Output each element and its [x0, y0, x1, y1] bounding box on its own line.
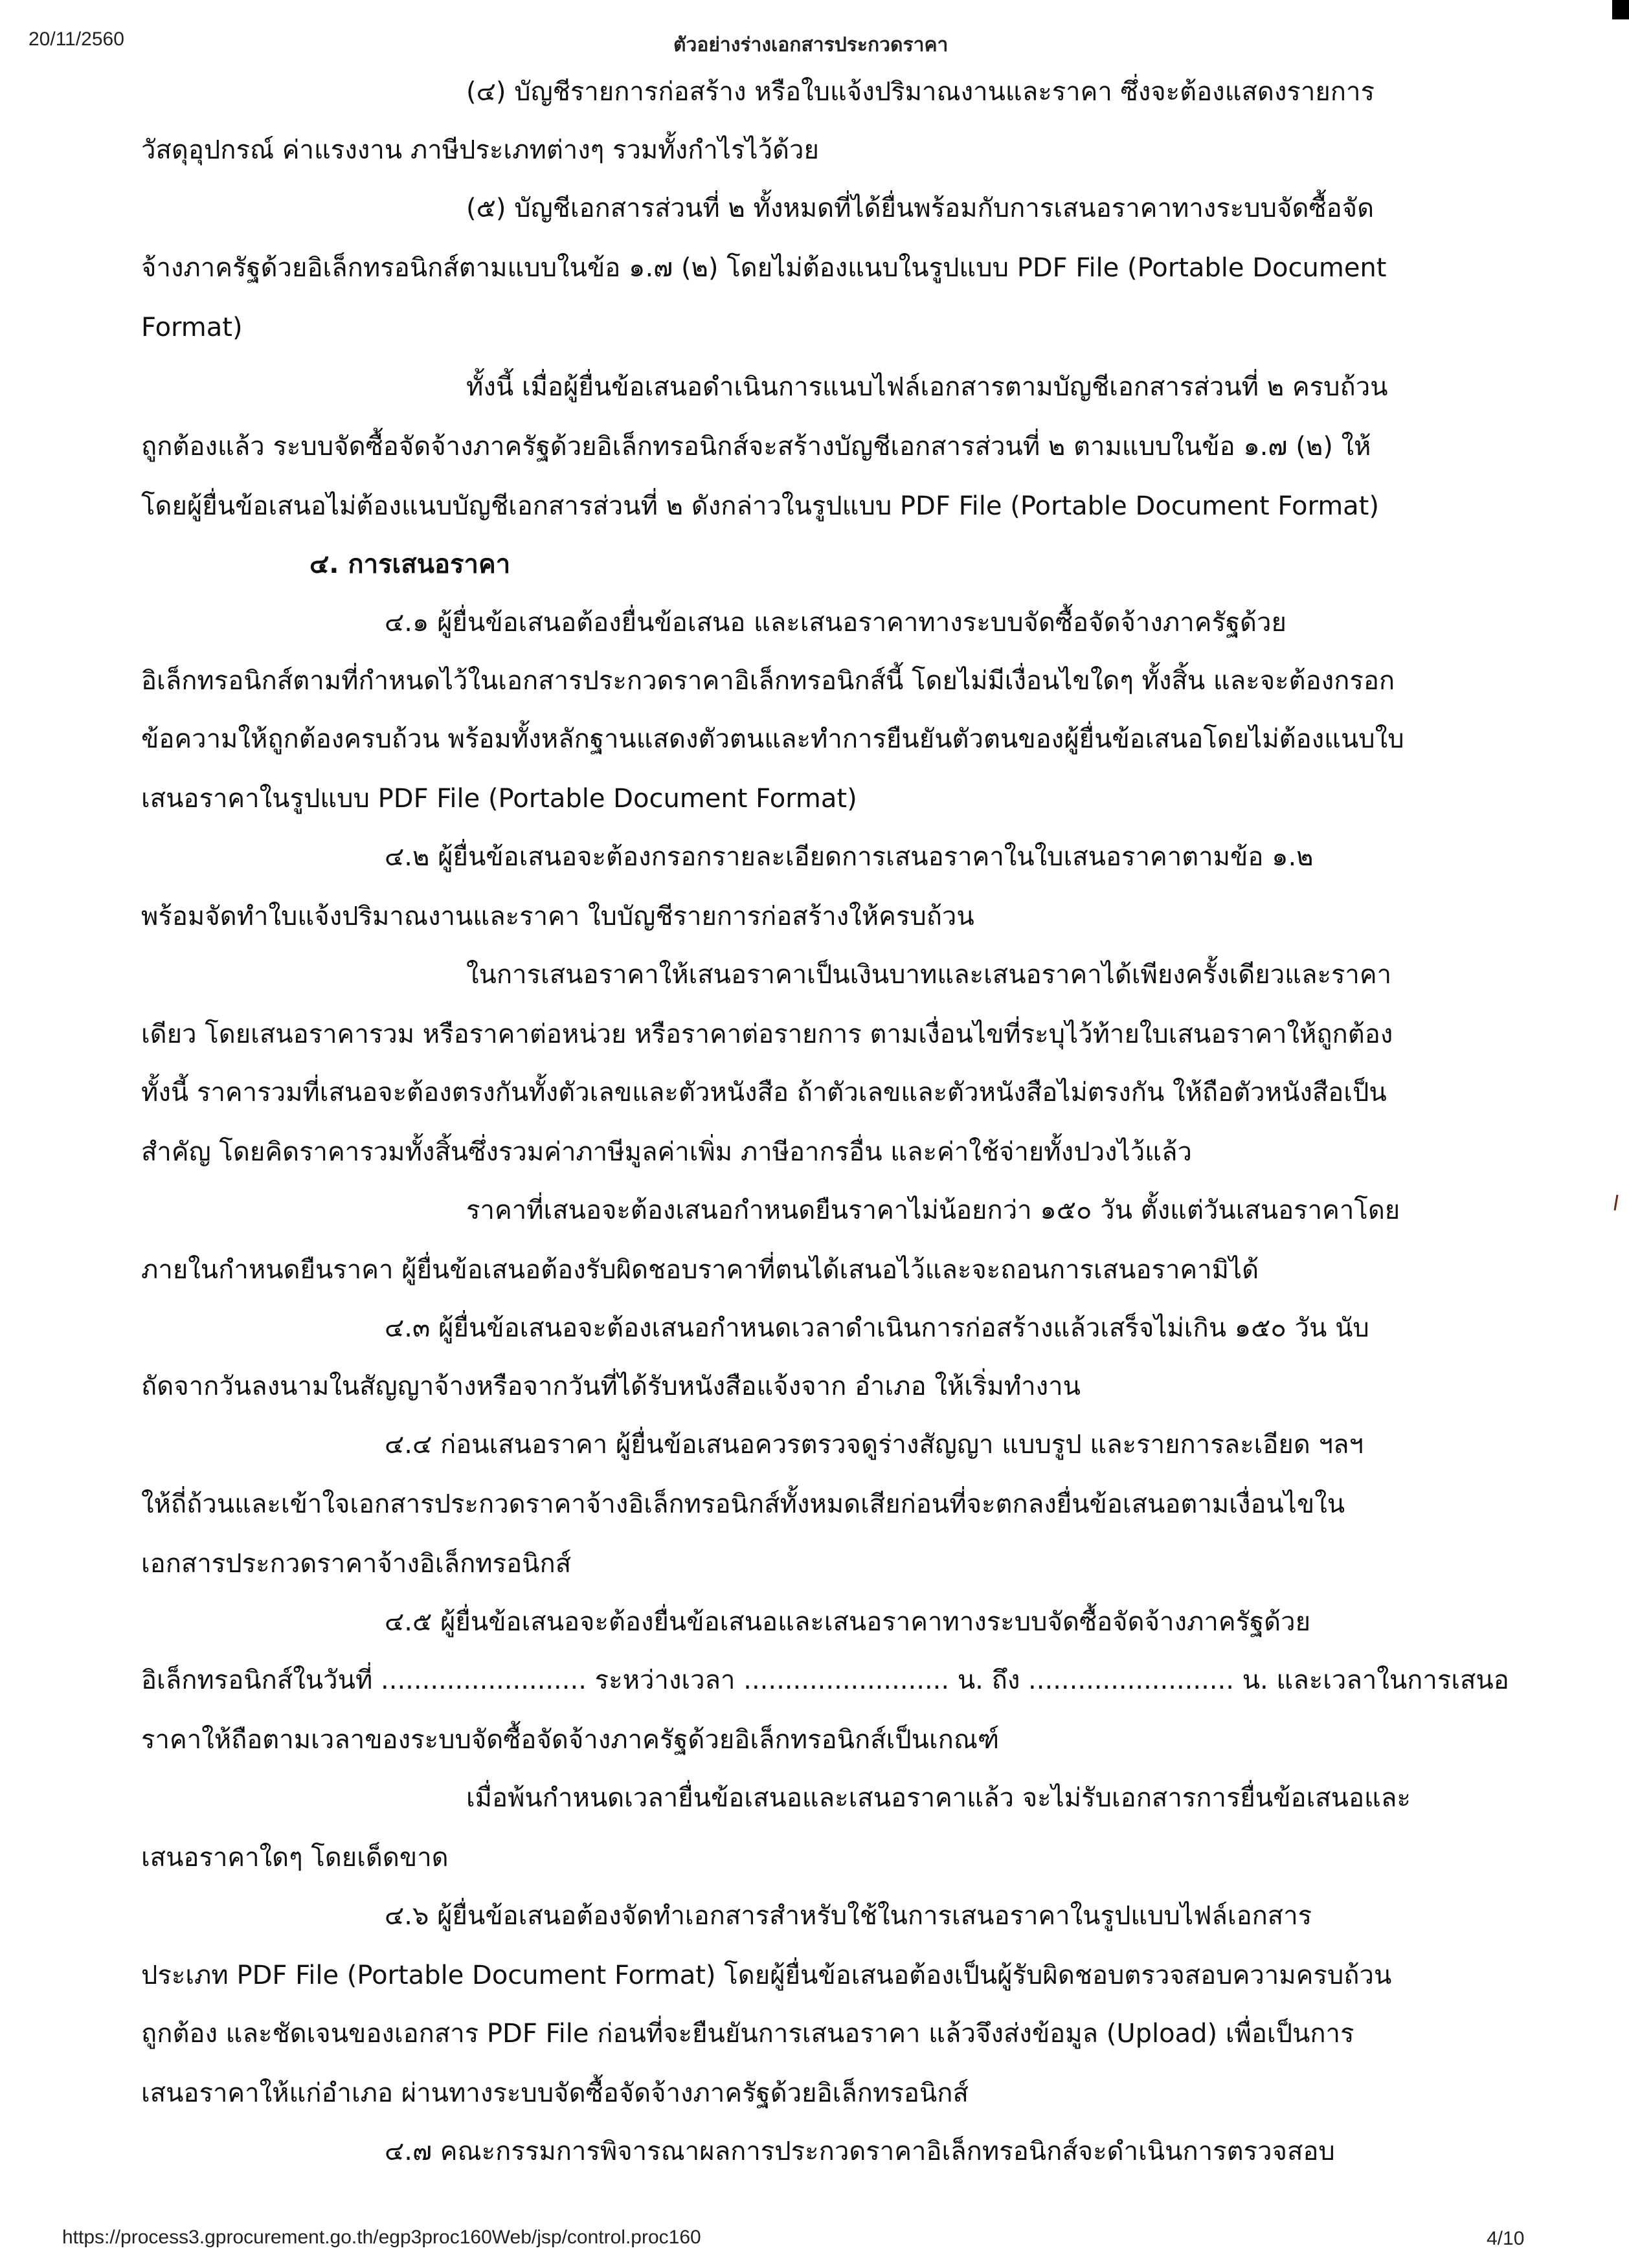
line-05: Format) [141, 313, 243, 342]
footer-url: https://process3.gprocurement.go.th/egp3proc160Web/jsp/control.proc160 [62, 2227, 701, 2248]
line-32: ๔.๖ ผู้ยื่นข้อเสนอต้องจัดทำเอกสารสำหรับใช้ในการเสนอราคาในรูปแบบไฟล์เอกสาร [385, 1901, 1312, 1931]
line-20: ราคาที่เสนอจะต้องเสนอกำหนดยืนราคาไม่น้อยกว่า ๑๕๐ วัน ตั้งแต่วันเสนอราคาโดย [466, 1195, 1400, 1225]
line-26: เอกสารประกวดราคาจ้างอิเล็กทรอนิกส์ [141, 1549, 572, 1579]
line-13: เสนอราคาในรูปแบบ PDF File (Portable Document Format) [141, 784, 857, 814]
line-35: เสนอราคาให้แก่อำเภอ ผ่านทางระบบจัดซื้อจัดจ้างภาครัฐด้วยอิเล็กทรอนิกส์ [141, 2078, 969, 2108]
line-30: เมื่อพ้นกำหนดเวลายื่นข้อเสนอและเสนอราคาแล้ว จะไม่รับเอกสารการยื่นข้อเสนอและ [466, 1783, 1411, 1813]
line-04: จ้างภาครัฐด้วยอิเล็กทรอนิกส์ตามแบบในข้อ ๑.๗ (๒) โดยไม่ต้องแนบในรูปแบบ PDF File (Portable Document [141, 253, 1387, 283]
line-28: อิเล็กทรอนิกส์ในวันที่ ......................... ระหว่างเวลา ......................... น. ถึง ......................... น. และเวลาในการเสนอ [141, 1665, 1509, 1695]
line-08: โดยผู้ยื่นข้อเสนอไม่ต้องแนบบัญชีเอกสารส่วนที่ ๒ ดังกล่าวในรูปแบบ PDF File (Portable Document Format) [141, 491, 1379, 521]
line-18: ทั้งนี้ ราคารวมที่เสนอจะต้องตรงกันทั้งตัวเลขและตัวหนังสือ ถ้าตัวเลขและตัวหนังสือไม่ตรงกัน ให้ถือตัวหนังสือเป็น [141, 1078, 1387, 1107]
line-25: ให้ถี่ถ้วนและเข้าใจเอกสารประกวดราคาจ้างอิเล็กทรอนิกส์ทั้งหมดเสียก่อนที่จะตกลงยื่นข้อเสนอตามเงื่อนไขใน [141, 1489, 1345, 1519]
line-21: ภายในกำหนดยืนราคา ผู้ยื่นข้อเสนอต้องรับผิดชอบราคาที่ตนได้เสนอไว้และจะถอนการเสนอราคามิได้ [141, 1255, 1259, 1285]
line-17: เดียว โดยเสนอราคารวม หรือราคาต่อหน่วย หรือราคาต่อรายการ ตามเงื่อนไขที่ระบุไว้ท้ายใบเสนอราคาให้ถูกต้อง [141, 1019, 1393, 1049]
line-27: ๔.๕ ผู้ยื่นข้อเสนอจะต้องยื่นข้อเสนอและเสนอราคาทางระบบจัดซื้อจัดจ้างภาครัฐด้วย [385, 1607, 1311, 1637]
line-29: ราคาให้ถือตามเวลาของระบบจัดซื้อจัดจ้างภาครัฐด้วยอิเล็กทรอนิกส์เป็นเกณฑ์ [141, 1725, 1000, 1755]
line-12: ข้อความให้ถูกต้องครบถ้วน พร้อมทั้งหลักฐานแสดงตัวตนและทำการยืนยันตัวตนของผู้ยื่นข้อเสนอโดยไม่ต้องแนบใบ [141, 724, 1404, 754]
line-22: ๔.๓ ผู้ยื่นข้อเสนอจะต้องเสนอกำหนดเวลาดำเนินการก่อสร้างแล้วเสร็จไม่เกิน ๑๕๐ วัน นับ [385, 1313, 1369, 1343]
line-01: (๔) บัญชีรายการก่อสร้าง หรือใบแจ้งปริมาณงานและราคา ซึ่งจะต้องแสดงรายการ [466, 77, 1375, 107]
section-heading: ๔. การเสนอราคา [309, 550, 511, 579]
header-date: 20/11/2560 [28, 28, 124, 50]
footer-page-number: 4/10 [1487, 2228, 1525, 2249]
line-06: ทั้งนี้ เมื่อผู้ยื่นข้อเสนอดำเนินการแนบไฟล์เอกสารตามบัญชีเอกสารส่วนที่ ๒ ครบถ้วน [466, 372, 1388, 402]
line-14: ๔.๒ ผู้ยื่นข้อเสนอจะต้องกรอกรายละเอียดการเสนอราคาในใบเสนอราคาตามข้อ ๑.๒ [385, 842, 1314, 872]
line-07: ถูกต้องแล้ว ระบบจัดซื้อจัดจ้างภาครัฐด้วยอิเล็กทรอนิกส์จะสร้างบัญชีเอกสารส่วนที่ ๒ ตามแบบในข้อ ๑.๗ (๒) ให้ [141, 432, 1371, 461]
line-11: อิเล็กทรอนิกส์ตามที่กำหนดไว้ในเอกสารประกวดราคาอิเล็กทรอนิกส์นี้ โดยไม่มีเงื่อนไขใดๆ ทั้งสิ้น และจะต้องกรอก [141, 666, 1395, 696]
line-24: ๔.๔ ก่อนเสนอราคา ผู้ยื่นข้อเสนอควรตรวจดูร่างสัญญา แบบรูป และรายการละเอียด ฯลฯ [385, 1430, 1364, 1460]
line-34: ถูกต้อง และชัดเจนของเอกสาร PDF File ก่อนที่จะยืนยันการเสนอราคา แล้วจึงส่งข้อมูล (Upload) เพื่อเป็นการ [141, 2019, 1354, 2049]
line-10: ๔.๑ ผู้ยื่นข้อเสนอต้องยื่นข้อเสนอ และเสนอราคาทางระบบจัดซื้อจัดจ้างภาครัฐด้วย [385, 608, 1286, 638]
line-33: ประเภท PDF File (Portable Document Format) โดยผู้ยื่นข้อเสนอต้องเป็นผู้รับผิดชอบตรวจสอบความครบถ้วน [141, 1961, 1392, 1990]
line-15: พร้อมจัดทำใบแจ้งปริมาณงานและราคา ใบบัญชีรายการก่อสร้างให้ครบถ้วน [141, 902, 974, 931]
line-03: (๕) บัญชีเอกสารส่วนที่ ๒ ทั้งหมดที่ได้ยื่นพร้อมกับการเสนอราคาทางระบบจัดซื้อจัด [466, 194, 1375, 223]
line-16: ในการเสนอราคาให้เสนอราคาเป็นเงินบาทและเสนอราคาได้เพียงครั้งเดียวและราคา [466, 960, 1392, 990]
line-02: วัสดุอุปกรณ์ ค่าแรงงาน ภาษีประเภทต่างๆ รวมทั้งกำไรไว้ด้วย [141, 135, 819, 165]
line-36: ๔.๗ คณะกรรมการพิจารณาผลการประกวดราคาอิเล็กทรอนิกส์จะดำเนินการตรวจสอบ [385, 2137, 1335, 2166]
line-19: สำคัญ โดยคิดราคารวมทั้งสิ้นซึ่งรวมค่าภาษีมูลค่าเพิ่ม ภาษีอากรอื่น และค่าใช้จ่ายทั้งปวงไว้แล้ว [141, 1137, 1192, 1167]
line-23: ถัดจากวันลงนามในสัญญาจ้างหรือจากวันที่ได้รับหนังสือแจ้งจาก อำเภอ ให้เริ่มทำงาน [141, 1372, 1081, 1401]
scan-corner-mark [1612, 0, 1629, 19]
line-31: เสนอราคาใดๆ โดยเด็ดขาด [141, 1843, 449, 1873]
header-title: ตัวอย่างร่างเอกสารประกวดราคา [673, 34, 949, 56]
ink-mark [1611, 1194, 1623, 1212]
